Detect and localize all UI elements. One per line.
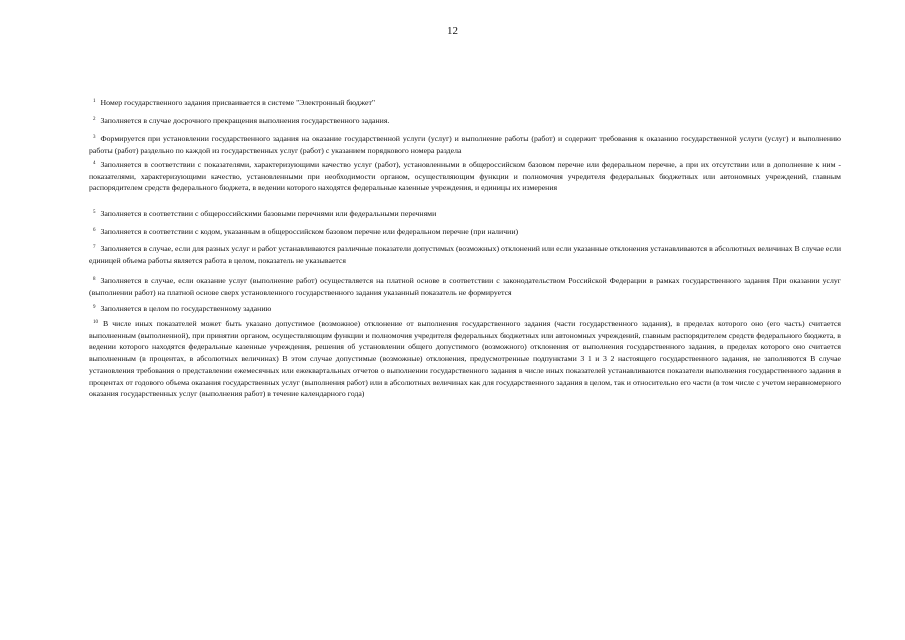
- footnote-8: [89, 274, 841, 298]
- footnote-text: Номер государственного задания присваивается в системе "Электронный бюджет": [100, 98, 376, 107]
- footnote-6: [89, 225, 841, 238]
- footnote-text: Заполняется в соответствии с общероссийскими базовыми перечнями или федеральными перечнями: [100, 209, 437, 218]
- footnote-text: Заполняется в случае, если для разных услуг и работ устанавливаются различные показатели допустимых (возможных) отклонений или если указанные отклонения устанавливаются в абсолютных величинах В случае если единицей объема работы является работа в целом, показатель не указывается: [89, 244, 841, 265]
- footnote-9: [89, 302, 841, 315]
- footnote-marker: 5: [93, 210, 96, 215]
- footnote-4: [89, 158, 841, 194]
- footnote-text: Формируется при установлении государственного задания на оказание государственной услуги (услуг) и выполнение работы (работ) и содержит требования к оказанию государственной услуги (услуг) и выполнению работы (работ) раздельно по каждой из государственных услуг (работ) с указанием порядкового номера раздела: [89, 134, 841, 155]
- footnote-text: Заполняется в соответствии с кодом, указанным в общероссийском базовом перечне или федеральном перечне (при наличии): [100, 227, 519, 236]
- footnote-marker: 4: [93, 161, 96, 166]
- page-number: 12: [447, 25, 458, 37]
- footnote-text: Заполняется в случае досрочного прекращения выполнения государственного задания.: [100, 116, 390, 125]
- footnote-marker: 3: [93, 135, 96, 140]
- footnote-7: [89, 242, 841, 266]
- footnote-marker: 1: [93, 99, 96, 104]
- footnote-marker: 8: [93, 277, 96, 282]
- footnote-text: Заполняется в случае, если оказание услуг (выполнение работ) осуществляется на платной основе в соответствии с законодательством Российской Федерации в рамках государственного задания При оказании услуг (выполнении работ) на платной основе сверх установленного государственного задания указанный показатель не формируется: [89, 276, 841, 297]
- footnote-1: [89, 96, 841, 109]
- footnote-5: [89, 207, 841, 220]
- footnote-3: [89, 132, 841, 156]
- footnote-2: [89, 114, 841, 127]
- footnote-text: Заполняется в соответствии с показателями, характеризующими качество услуг (работ), установленными в общероссийском базовом перечне или федеральном перечне, а при их отсутствии или в дополнение к ним - показателями, характеризующими качество, установленными при необходимости органом, осуществляющим функции и полномочия учредителя федеральных бюджетных или автономных учреждений, главным распорядителем средств федерального бюджета, в ведении которого находятся федеральные казенные учреждения, и единицы их измерения: [89, 160, 841, 193]
- footnote-marker: 10: [93, 320, 98, 325]
- footnote-text: Заполняется в целом по государственному заданию: [100, 304, 272, 313]
- footnote-marker: 6: [93, 228, 96, 233]
- footnote-text: В числе иных показателей может быть указано допустимое (возможное) отклонение от выполнения государственного задания (части государственного задания), в пределах которого оно (его часть) считается выполненным (выполненной), при принятии органом, осуществляющим функции и полномочия учредителя федеральных бюджетных или автономных учреждений, главным распорядителем средств федерального бюджета, в ведении которого находятся федеральные казенные учреждения, решения об установлении общего допустимого (возможного) отклонения от выполнения государственного задания, в пределах которого оно считается выполненным (в процентах, в абсолютных величинах) В этом случае допустимые (возможные) отклонения, предусмотренные подпунктами 3 1 и 3 2 настоящего государственного задания, не заполняются В случае установления требования о представлении ежемесячных или ежеквартальных отчетов о выполнении государственного задания в числе иных показателей устанавливаются показатели выполнения государственного задания в процентах от годового объема оказания государственных услуг (выполнения работ) или в абсолютных величинах как для государственного задания в целом, так и относительно его части (в том числе с учетом неравномерного оказания государственных услуг (выполнения работ) в течение календарного года): [89, 319, 841, 399]
- footnote-marker: 7: [93, 245, 96, 250]
- footnote-marker: 9: [93, 305, 96, 310]
- footnote-10: [89, 317, 841, 400]
- footnote-marker: 2: [93, 117, 96, 122]
